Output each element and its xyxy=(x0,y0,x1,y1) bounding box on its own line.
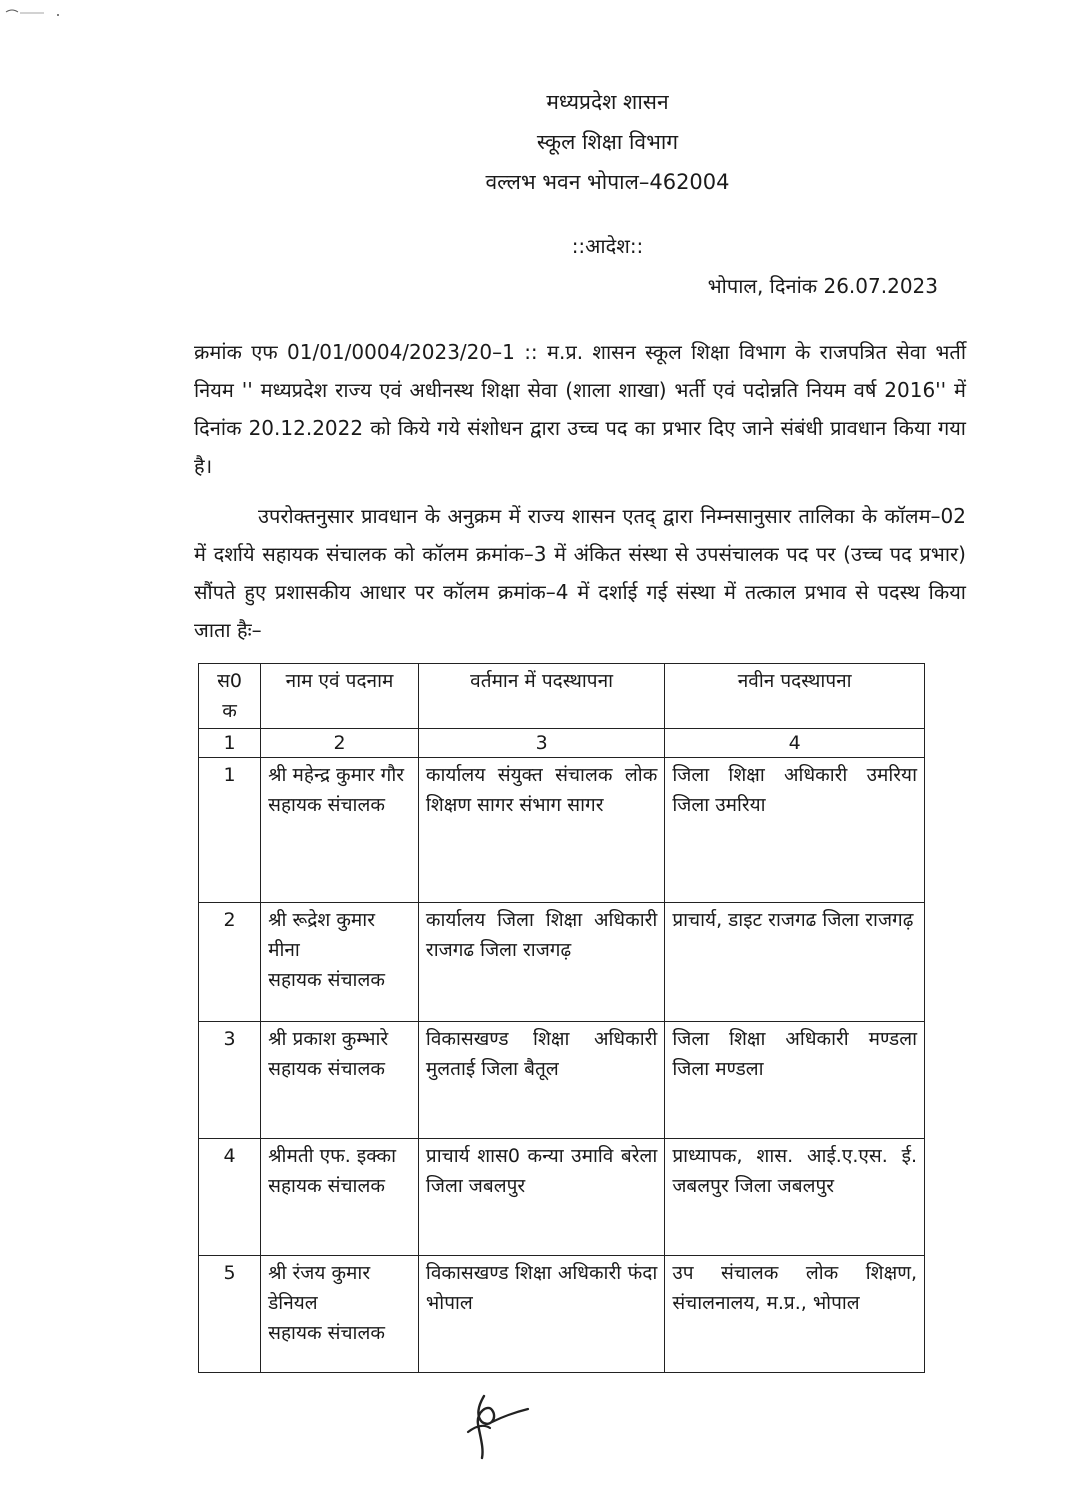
table-row xyxy=(199,1256,925,1373)
header-name-designation: नाम एवं पदनाम xyxy=(261,664,419,729)
row-current-posting: प्राचार्य शास0 कन्या उमावि बरेला जिला जबलपुर xyxy=(418,1139,664,1256)
department-name: स्कूल शिक्षा विभाग xyxy=(536,130,679,154)
order-paragraph-directive: उपरोक्तनुसार प्रावधान के अनुक्रम में राज्य शासन एतद् द्वारा निम्नसानुसार तालिका के कॉलम–02 में दर्शाये सहायक संचालक को कॉलम क्रमांक–3 में अंकित संस्था से उपसंचालक पद पर (उच्च पद प्रभार) सौंपते हुए प्रशासकीय आधार पर कॉलम क्रमांक–4 में दर्शाई गई संस्था में तत्काल प्रभाव से पदस्थ किया जाता हैः– xyxy=(194,504,966,642)
officer-name: श्री प्रकाश कुम्भारे xyxy=(268,1028,389,1050)
officer-designation: सहायक संचालक xyxy=(268,969,385,991)
column-number-row xyxy=(199,729,925,758)
government-name: मध्यप्रदेश शासन xyxy=(546,90,669,114)
row-name-designation xyxy=(261,1022,419,1139)
row-serial: 5 xyxy=(199,1256,261,1373)
row-name-designation xyxy=(261,1256,419,1373)
row-serial: 3 xyxy=(199,1022,261,1139)
column-number: 4 xyxy=(665,729,925,758)
order-title: ::आदेश:: xyxy=(571,234,644,258)
scan-corner-mark xyxy=(4,4,64,18)
header-serial-number: स0 क xyxy=(199,664,261,729)
officer-designation: सहायक संचालक xyxy=(268,794,385,816)
officer-name: श्री रंजय कुमार डेनियल xyxy=(268,1262,371,1314)
header-new-posting: नवीन पदस्थापना xyxy=(665,664,925,729)
column-number: 1 xyxy=(199,729,261,758)
officer-name: श्रीमती एफ. इक्का xyxy=(268,1145,397,1167)
order-paragraph-reference: क्रमांक एफ 01/01/0004/2023/20–1 :: म.प्र. शासन स्कूल शिक्षा विभाग के राजपत्रित सेवा भर्ती नियम '' मध्यप्रदेश राज्य एवं अधीनस्थ शिक्षा सेवा (शाला शाखा) भर्ती एवं पदोन्नति नियम वर्ष 2016'' में दिनांक 20.12.2022 को किये गये संशोधन द्वारा उच्च पद का प्रभार दिए जाने संबंधी प्रावधान किया गया है। xyxy=(194,340,966,478)
handwritten-initials-signature xyxy=(462,1392,532,1460)
row-serial: 1 xyxy=(199,758,261,903)
table-header-row xyxy=(199,664,925,729)
row-new-posting: प्राध्यापक, शास. आई.ए.एस. ई. जबलपुर जिला जबलपुर xyxy=(665,1139,925,1256)
row-name-designation xyxy=(261,1139,419,1256)
letterhead xyxy=(0,82,1080,202)
row-serial: 2 xyxy=(199,903,261,1022)
row-new-posting: उप संचालक लोक शिक्षण, संचालनालय, म.प्र., भोपाल xyxy=(665,1256,925,1373)
office-address: वल्लभ भवन भोपाल–462004 xyxy=(485,170,730,194)
posting-table xyxy=(198,663,925,1373)
officer-designation: सहायक संचालक xyxy=(268,1175,385,1197)
row-name-designation xyxy=(261,758,419,903)
column-number: 2 xyxy=(261,729,419,758)
column-number: 3 xyxy=(418,729,664,758)
table-row xyxy=(199,903,925,1022)
header-current-posting: वर्तमान में पदस्थापना xyxy=(418,664,664,729)
row-current-posting: विकासखण्ड शिक्षा अधिकारी मुलताई जिला बैतूल xyxy=(418,1022,664,1139)
officer-name: श्री महेन्द्र कुमार गौर xyxy=(268,764,405,786)
row-new-posting: जिला शिक्षा अधिकारी उमरिया जिला उमरिया xyxy=(665,758,925,903)
officer-designation: सहायक संचालक xyxy=(268,1058,385,1080)
officer-designation: सहायक संचालक xyxy=(268,1322,385,1344)
order-dateline: भोपाल, दिनांक 26.07.2023 xyxy=(707,274,938,298)
row-name-designation xyxy=(261,903,419,1022)
table-row xyxy=(199,758,925,903)
row-current-posting: विकासखण्ड शिक्षा अधिकारी फंदा भोपाल xyxy=(418,1256,664,1373)
table-row xyxy=(199,1022,925,1139)
row-serial: 4 xyxy=(199,1139,261,1256)
officer-name: श्री रूद्रेश कुमार मीना xyxy=(268,909,375,961)
row-new-posting: जिला शिक्षा अधिकारी मण्डला जिला मण्डला xyxy=(665,1022,925,1139)
table-row xyxy=(199,1139,925,1256)
row-new-posting: प्राचार्य, डाइट राजगढ जिला राजगढ़ xyxy=(665,903,925,1022)
row-current-posting: कार्यालय जिला शिक्षा अधिकारी राजगढ जिला राजगढ़ xyxy=(418,903,664,1022)
row-current-posting: कार्यालय संयुक्त संचालक लोक शिक्षण सागर संभाग सागर xyxy=(418,758,664,903)
